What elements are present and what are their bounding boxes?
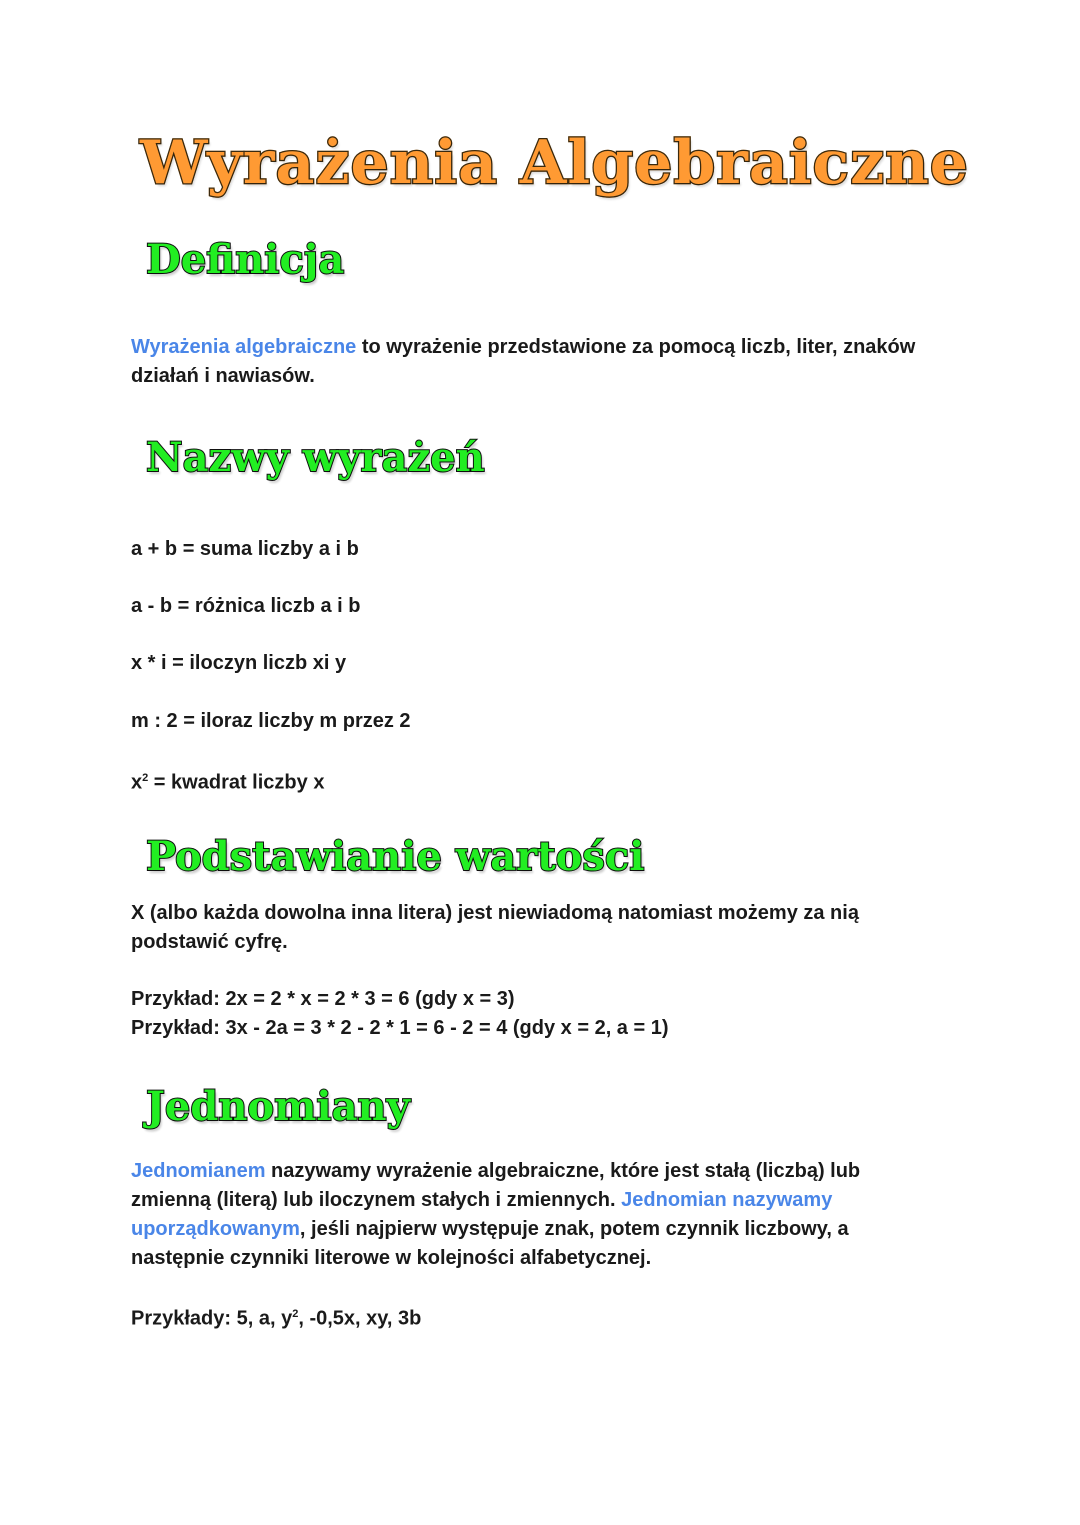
square-base: x: [131, 771, 143, 794]
substitution-example: Przykład: 3x - 2a = 3 * 2 - 2 * 1 = 6 - 2 = 4 (gdy x = 2, a = 1): [131, 1017, 669, 1039]
names-item: x * i = iloczyn liczb xi y: [131, 652, 347, 674]
heading-monomials: Jednomiany: [146, 1083, 410, 1130]
names-item: a + b = suma liczby a i b: [131, 538, 359, 560]
examples-pre: Przykłady: 5, a, y: [131, 1307, 293, 1330]
substitution-text: X (albo każda dowolna inna litera) jest niewiadomą natomiast możemy za nią podstawić cyfrę.: [131, 902, 859, 953]
ordered-monomial-term: Jednomian nazywamy uporządkowanym: [131, 1189, 833, 1240]
heading-names: Nazwy wyrażeń: [146, 434, 485, 481]
heading-substitution: Podstawianie wartości: [146, 833, 645, 880]
names-item: a - b = różnica liczb a i b: [131, 595, 361, 617]
examples-post: , -0,5x, xy, 3b: [298, 1307, 422, 1330]
ordered-monomial-text: , jeśli najpierw występuje znak, potem czynnik liczbowy, a następnie czynniki literowe w kolejności alfabetycznej.: [131, 1218, 849, 1269]
substitution-example: Przykład: 2x = 2 * x = 2 * 3 = 6 (gdy x = 3): [131, 988, 515, 1010]
heading-definition: Definicja: [146, 236, 345, 283]
definition-text: to wyrażenie przedstawione za pomocą liczb, liter, znaków działań i nawiasów.: [131, 336, 916, 387]
definition-paragraph: [131, 333, 931, 391]
names-item: m : 2 = iloraz liczby m przez 2: [131, 710, 411, 732]
monomials-paragraph: [131, 1157, 931, 1273]
monomial-term: Jednomianem: [131, 1160, 266, 1182]
page-title: Wyrażenia Algebraiczne: [140, 128, 969, 198]
definition-term: Wyrażenia algebraiczne: [131, 336, 357, 358]
names-item-square: [131, 764, 931, 798]
examples-exponent: 2: [292, 1308, 299, 1320]
square-text: = kwadrat liczby x: [148, 771, 325, 794]
monomials-examples: [131, 1300, 931, 1334]
square-exponent: 2: [142, 772, 149, 784]
monomial-text: nazywamy wyrażenie algebraiczne, które jest stałą (liczbą) lub zmienną (literą) lub iloczynem stałych i zmiennych.: [131, 1160, 861, 1211]
